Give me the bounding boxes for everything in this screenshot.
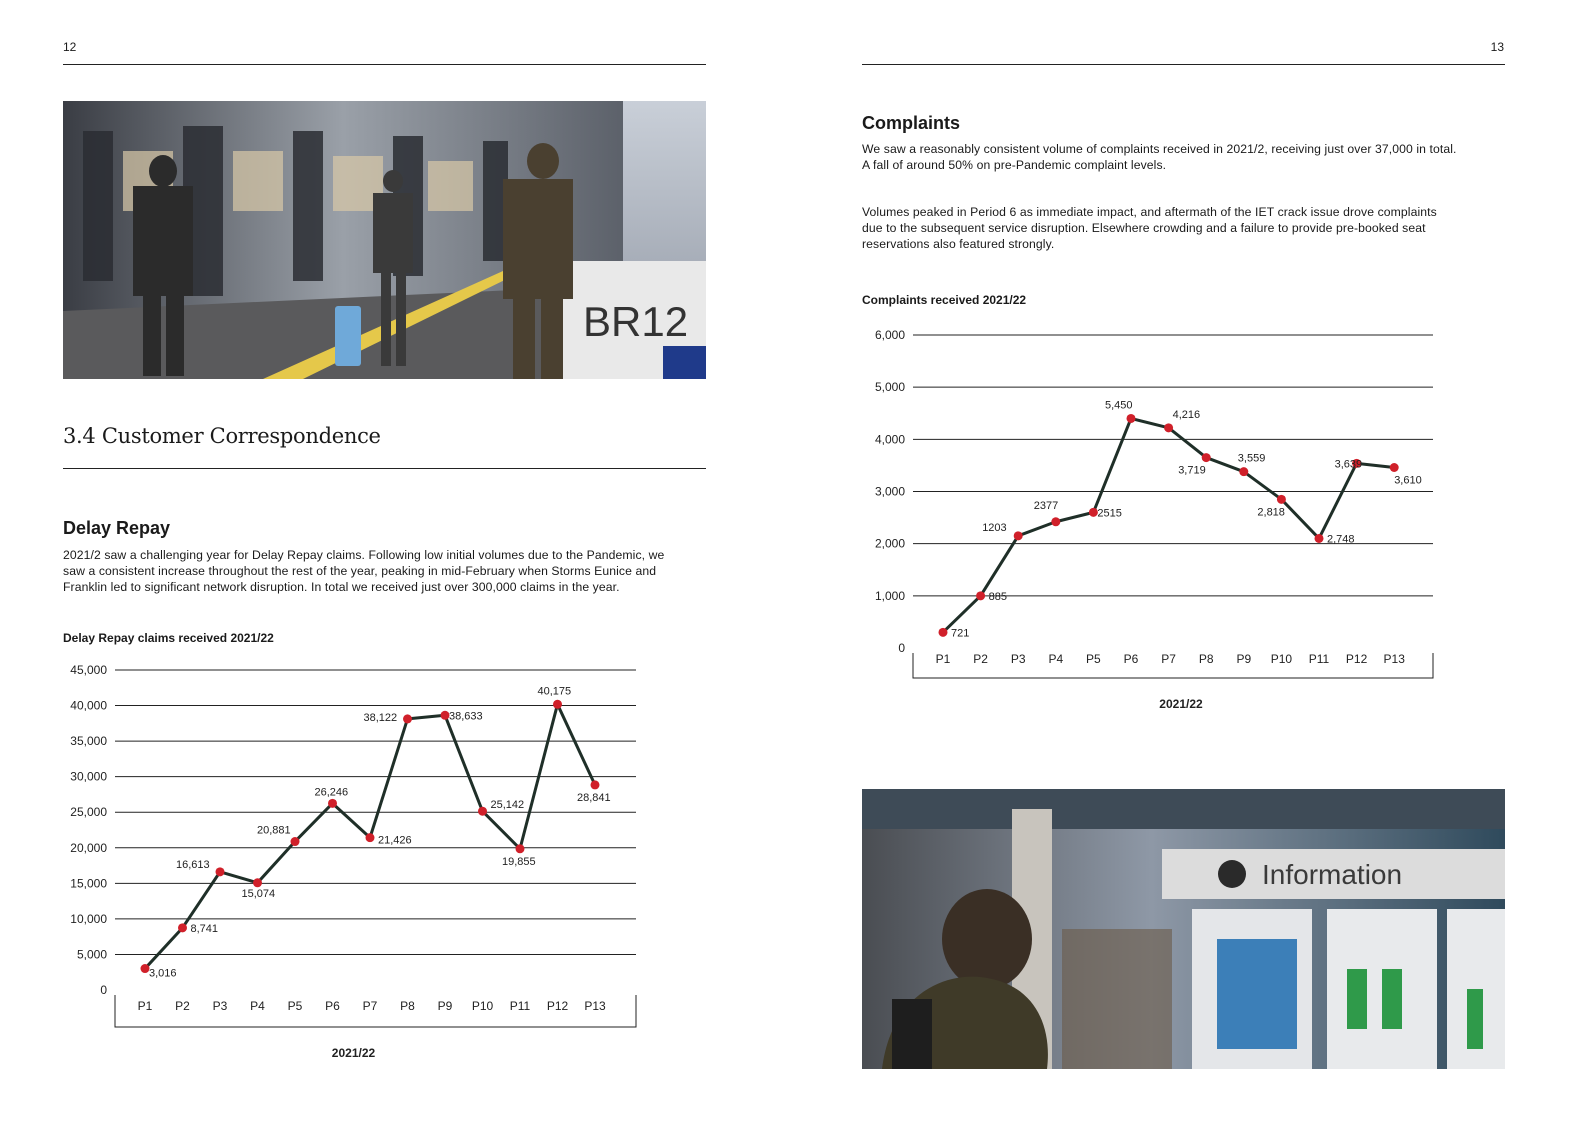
data-label: 3,016 — [149, 967, 177, 980]
page-number-left: 12 — [63, 40, 77, 54]
data-label: 3,639 — [1334, 458, 1363, 471]
x-axis-label: 2021/22 — [1159, 697, 1203, 711]
x-tick-label: P6 — [325, 999, 340, 1013]
delay-repay-paragraph-line-1: 2021/2 saw a challenging year for Delay Repay claims. Following low initial volumes due to the Pandemic, we — [63, 548, 665, 562]
data-point — [253, 878, 262, 887]
station-platform-illustration — [63, 101, 706, 379]
x-tick-label: P5 — [1086, 652, 1101, 666]
data-point — [328, 799, 337, 808]
data-label: 38,633 — [449, 710, 483, 723]
data-label: 20,881 — [257, 824, 291, 837]
data-point — [366, 833, 375, 842]
x-tick-label: P2 — [175, 999, 190, 1013]
data-label: 8,741 — [190, 922, 219, 935]
series-line — [943, 418, 1394, 632]
x-axis-label: 2021/22 — [331, 1046, 376, 1060]
data-label: 21,426 — [378, 834, 412, 847]
data-point — [1202, 453, 1211, 462]
x-tick-label: P7 — [362, 999, 378, 1013]
data-label: 25,142 — [490, 799, 525, 812]
data-label: 1203 — [982, 521, 1007, 534]
x-tick-label: P10 — [1270, 652, 1293, 666]
data-label: 3,559 — [1237, 452, 1266, 465]
x-tick-label: P11 — [509, 999, 531, 1013]
x-tick-label: P13 — [584, 999, 606, 1013]
y-tick-label: 4,000 — [874, 432, 905, 447]
data-point — [1239, 467, 1248, 476]
delay-repay-heading: Delay Repay — [63, 518, 171, 538]
complaints-chart-title: Complaints received 2021/22 — [862, 293, 1027, 307]
x-tick-label: P1 — [935, 652, 951, 666]
data-label: 885 — [988, 590, 1007, 603]
x-tick-label: P9 — [437, 999, 453, 1013]
x-tick-label: P10 — [471, 999, 494, 1013]
x-tick-label: P13 — [1383, 652, 1405, 666]
header-rule-right — [862, 64, 1505, 65]
complaints-paragraph-line-4: due to the subsequent service disruption. Elsewhere crowding and a failure to provide pre-booked seat — [862, 221, 1426, 235]
data-point — [216, 867, 225, 876]
data-point — [591, 780, 600, 789]
y-tick-label: 2,000 — [874, 536, 905, 551]
data-point — [939, 628, 948, 637]
data-label: 2377 — [1033, 499, 1059, 512]
section-rule — [63, 468, 706, 469]
data-label: 15,074 — [241, 887, 276, 900]
delay-repay-chart — [40, 655, 660, 1070]
data-label: 38,122 — [363, 711, 398, 724]
data-label: 2515 — [1097, 507, 1122, 520]
delay-repay-paragraph-line-3: Franklin led to significant network disruption. In total we received just over 300,000 claims in the year. — [63, 580, 620, 594]
x-tick-label: P5 — [287, 999, 303, 1013]
y-tick-label: 30,000 — [70, 769, 107, 784]
data-point — [291, 837, 300, 846]
complaints-paragraph-line-1: We saw a reasonably consistent volume of complaints received in 2021/2, receiving just over 37,000 in total. — [862, 142, 1457, 156]
data-point — [1390, 463, 1399, 472]
platform-sign-text: BR12 — [583, 298, 689, 345]
complaints-heading: Complaints — [862, 113, 961, 133]
y-tick-label: 15,000 — [70, 876, 107, 891]
y-tick-label: 45,000 — [70, 663, 107, 677]
data-point — [976, 591, 985, 600]
data-label: 40,175 — [537, 685, 572, 698]
x-tick-label: P9 — [1236, 652, 1252, 666]
x-tick-label: P11 — [1308, 652, 1330, 666]
data-point — [516, 844, 525, 853]
information-board-illustration — [862, 789, 1505, 1069]
data-label: 2,818 — [1257, 506, 1285, 519]
y-tick-label: 5,000 — [874, 380, 905, 395]
data-point — [1127, 414, 1136, 423]
complaints-paragraph-line-3: Volumes peaked in Period 6 as immediate impact, and aftermath of the IET crack issue drove complaints — [862, 205, 1437, 219]
y-tick-label: 25,000 — [70, 805, 107, 820]
x-tick-label: P3 — [1010, 652, 1026, 666]
x-tick-label: P12 — [546, 999, 569, 1013]
x-tick-label: P4 — [250, 999, 265, 1013]
section-heading: 3.4 Customer Correspondence — [63, 424, 381, 448]
data-point — [1164, 423, 1173, 432]
data-point — [1277, 495, 1286, 504]
information-sign-text: Information — [1262, 859, 1403, 890]
data-label: 4,216 — [1172, 408, 1201, 421]
page-number-right: 13 — [1490, 40, 1504, 54]
x-tick-label: P7 — [1161, 652, 1176, 666]
x-tick-label: P4 — [1048, 652, 1064, 666]
data-point — [178, 923, 187, 932]
data-label: 19,855 — [502, 855, 536, 868]
data-point — [553, 700, 562, 709]
x-tick-label: P12 — [1345, 652, 1368, 666]
data-label: 5,450 — [1105, 399, 1133, 412]
y-tick-label: 0 — [100, 983, 107, 997]
delay-repay-chart-title: Delay Repay claims received 2021/22 — [63, 631, 274, 645]
complaints-chart — [840, 318, 1460, 718]
data-label: 3,610 — [1394, 474, 1422, 487]
data-point — [403, 714, 412, 723]
y-tick-label: 35,000 — [70, 734, 107, 749]
x-tick-label: P8 — [400, 999, 415, 1013]
data-label: 16,613 — [176, 858, 210, 871]
y-tick-label: 10,000 — [70, 911, 107, 926]
data-label: 3,719 — [1178, 464, 1206, 477]
information-board-photo — [862, 789, 1505, 1069]
x-tick-label: P2 — [973, 652, 988, 666]
data-point — [478, 807, 487, 816]
y-tick-label: 1,000 — [874, 588, 905, 603]
x-tick-label: P8 — [1198, 652, 1214, 666]
x-tick-label: P1 — [137, 999, 153, 1013]
complaints-paragraph-line-5: reservations also featured strongly. — [862, 237, 1055, 251]
x-tick-label: P3 — [212, 999, 228, 1013]
data-label: 28,841 — [577, 791, 611, 804]
data-label: 26,246 — [314, 786, 349, 799]
y-tick-label: 20,000 — [70, 840, 107, 855]
y-tick-label: 3,000 — [874, 484, 905, 499]
data-point — [1014, 531, 1023, 540]
y-tick-label: 0 — [898, 641, 905, 655]
station-platform-photo — [63, 101, 706, 379]
header-rule-left — [63, 64, 706, 65]
x-tick-label: P6 — [1123, 652, 1139, 666]
delay-repay-paragraph-line-2: saw a consistent increase throughout the rest of the year, peaking in mid-February when Storms Eunice and — [63, 564, 657, 578]
y-tick-label: 6,000 — [874, 328, 905, 342]
data-point — [1051, 517, 1060, 526]
data-label: 2,748 — [1327, 533, 1355, 546]
data-point — [1315, 534, 1324, 543]
y-tick-label: 40,000 — [70, 698, 107, 713]
complaints-paragraph-line-2: A fall of around 50% on pre-Pandemic complaint levels. — [862, 158, 1167, 172]
y-tick-label: 5,000 — [76, 947, 107, 962]
data-label: 721 — [951, 627, 970, 640]
